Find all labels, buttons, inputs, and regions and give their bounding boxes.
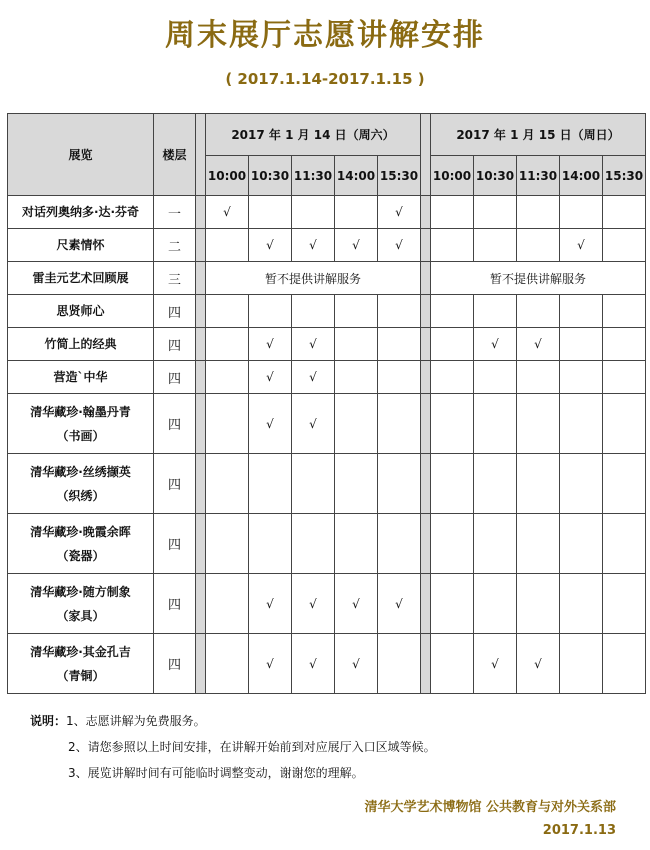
exhibition-category: （瓷器） [56, 548, 105, 563]
time-header: 11:30 [292, 156, 335, 196]
check-mark: √ [292, 229, 335, 262]
footer-date: 2017.1.13 [542, 823, 616, 838]
exhibition-name-line: 清华藏珍·其金孔吉 [30, 644, 131, 659]
exhibition-name-line: 清华藏珍·翰墨丹青 [30, 404, 131, 419]
time-header: 10:30 [474, 156, 517, 196]
schedule-cell [206, 514, 249, 574]
column-gap [196, 196, 206, 229]
schedule-cell [249, 196, 292, 229]
column-gap [421, 574, 431, 634]
exhibition-name [8, 361, 154, 394]
schedule-cell [431, 295, 474, 328]
exhibition-name [8, 454, 154, 514]
schedule-body [8, 196, 646, 694]
schedule-cell [335, 295, 378, 328]
schedule-cell [431, 394, 474, 454]
exhibition-name-line: 营造`中华 [53, 370, 108, 384]
check-mark: √ [249, 634, 292, 694]
check-mark: √ [378, 574, 421, 634]
schedule-cell [206, 295, 249, 328]
check-mark: √ [474, 328, 517, 361]
floor-cell: 四 [154, 574, 196, 634]
table-row [8, 361, 646, 394]
schedule-cell [603, 574, 646, 634]
schedule-cell [517, 229, 560, 262]
schedule-cell [603, 634, 646, 694]
schedule-cell [517, 514, 560, 574]
schedule-cell [517, 454, 560, 514]
table-row [8, 262, 646, 295]
time-header: 10:00 [431, 156, 474, 196]
schedule-cell [474, 394, 517, 454]
floor-cell: 四 [154, 454, 196, 514]
column-gap [421, 454, 431, 514]
column-gap [421, 262, 431, 295]
column-gap [421, 229, 431, 262]
schedule-cell [517, 394, 560, 454]
header-floor: 楼层 [154, 114, 196, 196]
schedule-cell [431, 196, 474, 229]
column-gap [196, 454, 206, 514]
exhibition-name-line: 清华藏珍·随方制象 [30, 584, 131, 599]
check-mark: √ [378, 229, 421, 262]
schedule-cell [206, 454, 249, 514]
schedule-cell [560, 361, 603, 394]
time-header: 15:30 [378, 156, 421, 196]
exhibition-name [8, 394, 154, 454]
exhibition-name-line: 雷圭元艺术回顾展 [32, 271, 129, 285]
exhibition-category: （青铜） [56, 668, 105, 683]
table-row [8, 295, 646, 328]
schedule-cell [603, 229, 646, 262]
schedule-cell [603, 394, 646, 454]
exhibition-category: （书画） [56, 428, 105, 443]
exhibition-name [8, 295, 154, 328]
header-day-1: 2017 年 1 月 14 日（周六） [206, 114, 421, 156]
check-mark: √ [249, 361, 292, 394]
schedule-cell [292, 514, 335, 574]
note-text: 2、请您参照以上时间安排，在讲解开始前到对应展厅入口区域等候。 [68, 740, 436, 754]
check-mark: √ [378, 196, 421, 229]
time-header: 10:00 [206, 156, 249, 196]
notes-lead: 说明： [30, 714, 67, 728]
exhibition-category: （织绣） [56, 488, 105, 503]
schedule-cell [378, 328, 421, 361]
schedule-cell [560, 634, 603, 694]
schedule-cell [206, 328, 249, 361]
date-range: ( 2017.1.14-2017.1.15 ) [225, 70, 425, 88]
floor-cell: 四 [154, 361, 196, 394]
schedule-cell [474, 229, 517, 262]
schedule-table [7, 113, 646, 694]
schedule-cell [517, 295, 560, 328]
schedule-cell [603, 295, 646, 328]
schedule-cell [335, 394, 378, 454]
table-row [8, 328, 646, 361]
column-gap [421, 196, 431, 229]
exhibition-name [8, 328, 154, 361]
check-mark: √ [335, 574, 378, 634]
schedule-cell [474, 574, 517, 634]
column-gap [196, 514, 206, 574]
schedule-cell [431, 634, 474, 694]
exhibition-name [8, 229, 154, 262]
schedule-cell [431, 328, 474, 361]
check-mark: √ [249, 229, 292, 262]
page-title: 周末展厅志愿讲解安排 [165, 18, 485, 53]
column-gap [421, 114, 431, 196]
check-mark: √ [292, 328, 335, 361]
time-header: 10:30 [249, 156, 292, 196]
exhibition-name-line: 清华藏珍·丝绣撷英 [30, 464, 131, 479]
schedule-cell [603, 454, 646, 514]
schedule-cell [560, 514, 603, 574]
schedule-cell [292, 454, 335, 514]
schedule-cell [335, 514, 378, 574]
schedule-cell [378, 634, 421, 694]
check-mark: √ [292, 574, 335, 634]
table-row [8, 394, 646, 454]
schedule-cell [474, 514, 517, 574]
schedule-cell [431, 574, 474, 634]
schedule-cell [292, 295, 335, 328]
check-mark: √ [249, 394, 292, 454]
schedule-cell [431, 454, 474, 514]
schedule-cell [517, 361, 560, 394]
check-mark: √ [517, 634, 560, 694]
column-gap [196, 361, 206, 394]
floor-cell: 四 [154, 295, 196, 328]
exhibition-name [8, 634, 154, 694]
schedule-cell [206, 229, 249, 262]
check-mark: √ [560, 229, 603, 262]
check-mark: √ [206, 196, 249, 229]
note-text: 3、展览讲解时间有可能临时调整变动，谢谢您的理解。 [68, 766, 364, 780]
time-header: 14:00 [560, 156, 603, 196]
no-service-note: 暂不提供讲解服务 [431, 262, 646, 295]
schedule-cell [206, 361, 249, 394]
schedule-cell [206, 394, 249, 454]
footer-org: 清华大学艺术博物馆 公共教育与对外关系部 [364, 800, 616, 815]
schedule-cell [335, 196, 378, 229]
check-mark: √ [474, 634, 517, 694]
schedule-cell [335, 328, 378, 361]
check-mark: √ [335, 229, 378, 262]
schedule-cell [378, 454, 421, 514]
schedule-cell [292, 196, 335, 229]
exhibition-name [8, 574, 154, 634]
schedule-cell [378, 394, 421, 454]
check-mark: √ [517, 328, 560, 361]
schedule-cell [206, 574, 249, 634]
schedule-cell [206, 634, 249, 694]
notes [30, 708, 436, 786]
schedule-cell [378, 514, 421, 574]
schedule-cell [560, 394, 603, 454]
schedule-cell [603, 196, 646, 229]
column-gap [196, 574, 206, 634]
column-gap [196, 634, 206, 694]
table-row [8, 196, 646, 229]
schedule-cell [249, 514, 292, 574]
check-mark: √ [335, 634, 378, 694]
column-gap [196, 295, 206, 328]
schedule-cell [474, 295, 517, 328]
exhibition-name-line: 尺素情怀 [56, 238, 105, 252]
no-service-note: 暂不提供讲解服务 [206, 262, 421, 295]
schedule-cell [431, 229, 474, 262]
schedule-cell [603, 514, 646, 574]
schedule-cell [431, 361, 474, 394]
schedule-cell [249, 454, 292, 514]
floor-cell: 一 [154, 196, 196, 229]
schedule-cell [603, 361, 646, 394]
column-gap [196, 328, 206, 361]
check-mark: √ [249, 574, 292, 634]
column-gap [421, 295, 431, 328]
schedule-cell [560, 454, 603, 514]
schedule-cell [474, 196, 517, 229]
floor-cell: 二 [154, 229, 196, 262]
floor-cell: 四 [154, 634, 196, 694]
header-day-2: 2017 年 1 月 15 日（周日） [431, 114, 646, 156]
table-row [8, 574, 646, 634]
exhibition-name [8, 196, 154, 229]
table-row [8, 454, 646, 514]
note-item [30, 708, 436, 734]
exhibition-name [8, 262, 154, 295]
floor-cell: 四 [154, 514, 196, 574]
time-header: 11:30 [517, 156, 560, 196]
table-row [8, 229, 646, 262]
check-mark: √ [292, 634, 335, 694]
schedule-cell [431, 514, 474, 574]
floor-cell: 三 [154, 262, 196, 295]
time-header: 14:00 [335, 156, 378, 196]
schedule-cell [378, 295, 421, 328]
exhibition-category: （家具） [56, 608, 105, 623]
note-item [30, 760, 436, 786]
schedule-cell [335, 361, 378, 394]
schedule-cell [517, 196, 560, 229]
exhibition-name-line: 思贤师心 [56, 304, 105, 318]
floor-cell: 四 [154, 394, 196, 454]
floor-cell: 四 [154, 328, 196, 361]
time-header: 15:30 [603, 156, 646, 196]
schedule-cell [560, 328, 603, 361]
check-mark: √ [292, 361, 335, 394]
schedule-cell [474, 361, 517, 394]
table-row [8, 514, 646, 574]
exhibition-name-line: 清华藏珍·晚霞余晖 [30, 524, 131, 539]
column-gap [196, 262, 206, 295]
schedule-cell [560, 196, 603, 229]
header-exhibition: 展览 [8, 114, 154, 196]
schedule-cell [474, 454, 517, 514]
note-item [30, 734, 436, 760]
check-mark: √ [249, 328, 292, 361]
schedule-cell [378, 361, 421, 394]
exhibition-name-line: 竹简上的经典 [44, 337, 117, 351]
column-gap [421, 514, 431, 574]
schedule-cell [560, 295, 603, 328]
column-gap [196, 229, 206, 262]
schedule-cell [335, 454, 378, 514]
note-text: 1、志愿讲解为免费服务。 [66, 714, 206, 728]
exhibition-name-line: 对话列奥纳多·达·芬奇 [21, 205, 140, 219]
schedule-cell [249, 295, 292, 328]
column-gap [421, 328, 431, 361]
column-gap [421, 634, 431, 694]
schedule-cell [517, 574, 560, 634]
column-gap [421, 361, 431, 394]
column-gap [196, 394, 206, 454]
table-row [8, 634, 646, 694]
schedule-cell [603, 328, 646, 361]
schedule-cell [560, 574, 603, 634]
check-mark: √ [292, 394, 335, 454]
column-gap [421, 394, 431, 454]
column-gap [196, 114, 206, 196]
exhibition-name [8, 514, 154, 574]
